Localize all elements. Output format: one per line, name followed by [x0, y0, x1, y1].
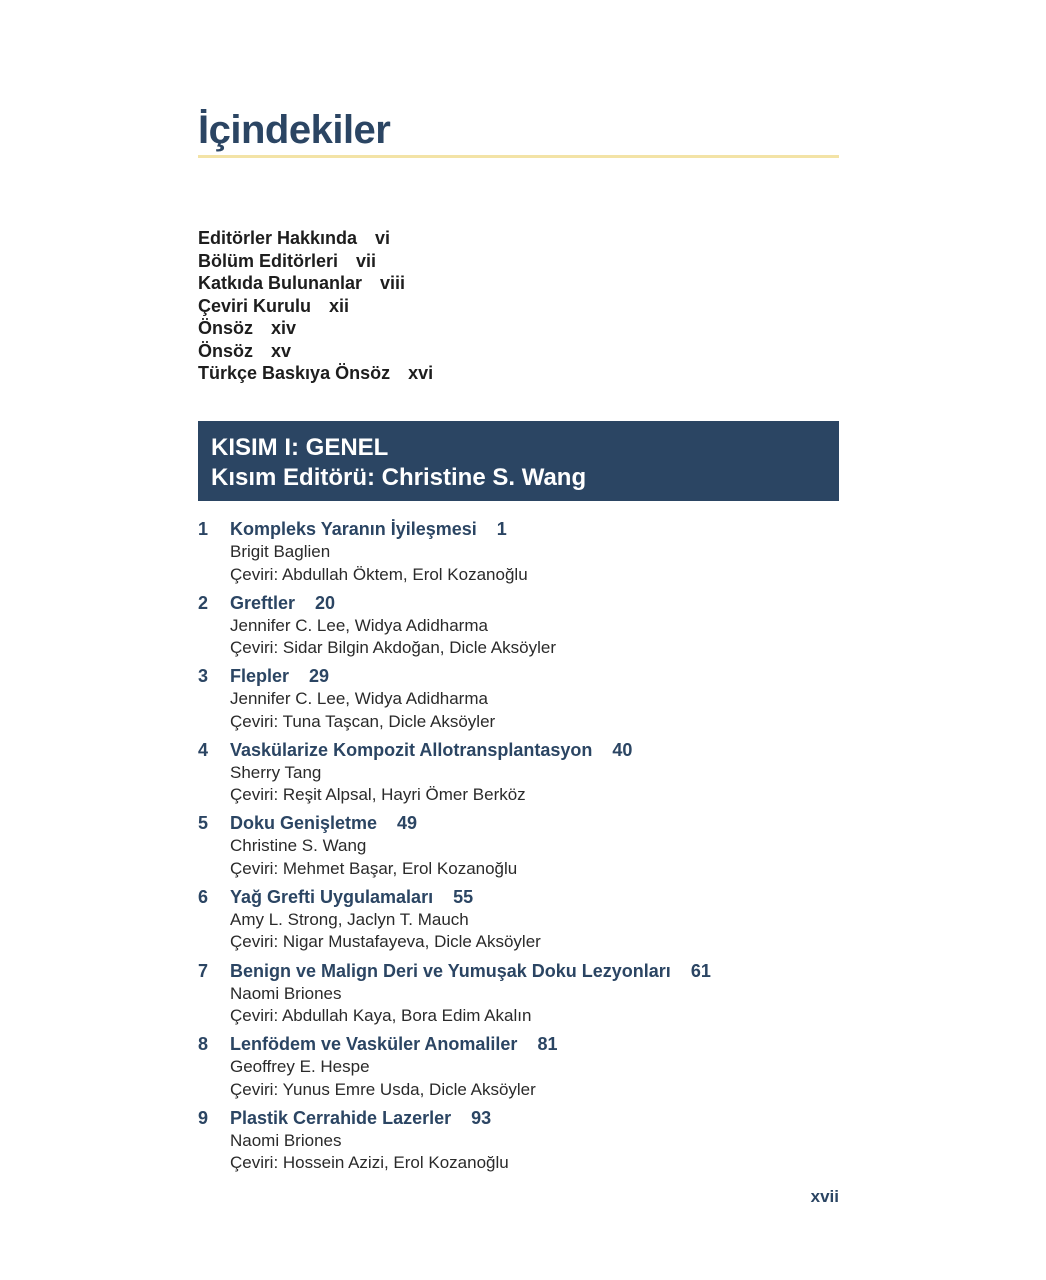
chapter-translators: Çeviri: Mehmet Başar, Erol Kozanoğlu	[230, 858, 518, 878]
chapter-authors: Geoffrey E. Hespe	[230, 1057, 370, 1077]
chapter-authors: Naomi Briones	[230, 983, 342, 1003]
chapter-page: 40	[612, 739, 633, 760]
chapter-title-line	[230, 664, 329, 688]
chapter-list	[198, 517, 838, 1179]
chapter-translators: Çeviri: Hossein Azizi, Erol Kozanoğlu	[230, 1153, 509, 1173]
chapter-translators: Çeviri: Abdullah Öktem, Erol Kozanoğlu	[230, 564, 528, 584]
chapter-title-line	[230, 1106, 491, 1130]
chapter-page: 93	[471, 1107, 492, 1128]
front-matter-label: Önsöz	[198, 318, 254, 338]
chapter-authors: Jennifer C. Lee, Widya Adidharma	[230, 615, 488, 635]
chapter-title: Flepler	[230, 666, 290, 687]
front-matter-label: Önsöz	[198, 340, 254, 361]
part-title: KISIM I: GENEL	[211, 434, 389, 461]
chapter-translators: Çeviri: Yunus Emre Usda, Dicle Aksöyler	[230, 1079, 536, 1099]
chapter-title: Yağ Grefti Uygulamaları	[230, 886, 434, 907]
chapter-entry[interactable]	[198, 591, 838, 665]
front-matter-label: Katkıda Bulunanlar	[198, 273, 363, 293]
title-underline	[198, 155, 839, 158]
chapter-entry[interactable]	[198, 811, 838, 885]
front-matter-list	[198, 227, 433, 385]
chapter-translators: Çeviri: Reşit Alpsal, Hayri Ömer Berköz	[230, 785, 526, 805]
chapter-title: Kompleks Yaranın İyileşmesi	[230, 519, 477, 539]
front-matter-label: Çeviri Kurulu	[198, 295, 312, 316]
front-matter-item[interactable]	[198, 340, 433, 363]
front-matter-label: Türkçe Baskıya Önsöz	[198, 363, 391, 383]
chapter-title: Lenfödem ve Vasküler Anomaliler	[230, 1034, 518, 1055]
chapter-entry[interactable]	[198, 885, 838, 959]
chapter-title-line	[230, 959, 711, 983]
chapter-entry[interactable]	[198, 738, 838, 812]
chapter-page: 55	[453, 886, 474, 907]
chapter-number: 8	[198, 1034, 209, 1055]
chapter-entry[interactable]	[198, 664, 838, 738]
front-matter-item[interactable]	[198, 272, 433, 295]
chapter-title: Greftler	[230, 592, 296, 613]
front-matter-page: xv	[271, 340, 292, 361]
chapter-title: Vaskülarize Kompozit Allotransplantasyon	[230, 739, 593, 760]
chapter-title-line	[230, 591, 335, 615]
front-matter-item[interactable]	[198, 250, 433, 273]
chapter-number: 4	[198, 739, 209, 760]
front-matter-page: xii	[329, 295, 350, 316]
chapter-title-line	[230, 811, 417, 835]
chapter-number: 1	[198, 519, 209, 539]
chapter-authors: Brigit Baglien	[230, 542, 331, 561]
page-title: İçindekiler	[198, 108, 391, 152]
chapter-translators: Çeviri: Tuna Taşcan, Dicle Aksöyler	[230, 711, 496, 731]
chapter-number: 2	[198, 592, 209, 613]
chapter-title-line	[230, 885, 473, 909]
front-matter-page: viii	[380, 273, 406, 293]
chapter-authors: Amy L. Strong, Jaclyn T. Mauch	[230, 909, 469, 929]
chapter-translators: Çeviri: Nigar Mustafayeva, Dicle Aksöyler	[230, 932, 541, 952]
front-matter-item[interactable]	[198, 362, 433, 385]
chapter-authors: Naomi Briones	[230, 1130, 342, 1150]
chapter-title-line	[230, 1032, 557, 1056]
chapter-page: 61	[690, 960, 711, 981]
chapter-page: 20	[315, 592, 336, 613]
front-matter-page: vii	[356, 250, 377, 271]
chapter-number: 5	[198, 813, 209, 834]
chapter-authors: Sherry Tang	[230, 762, 322, 782]
page-number: xvii	[810, 1187, 839, 1206]
front-matter-label: Bölüm Editörleri	[198, 250, 339, 271]
chapter-entry[interactable]	[198, 517, 838, 591]
chapter-page: 81	[537, 1034, 558, 1055]
chapter-authors: Jennifer C. Lee, Widya Adidharma	[230, 689, 488, 709]
front-matter-page: vi	[375, 228, 391, 248]
part-banner	[198, 421, 839, 501]
chapter-page: 1	[496, 519, 507, 539]
front-matter-page: xvi	[408, 363, 434, 383]
chapter-authors: Christine S. Wang	[230, 836, 367, 856]
front-matter-item[interactable]	[198, 295, 433, 318]
chapter-number: 6	[198, 886, 209, 907]
chapter-number: 3	[198, 666, 209, 687]
chapter-title: Doku Genişletme	[230, 813, 378, 834]
front-matter-page: xiv	[271, 318, 297, 338]
chapter-page: 29	[309, 666, 330, 687]
part-editor: Kısım Editörü: Christine S. Wang	[211, 464, 587, 491]
chapter-entry[interactable]	[198, 1106, 838, 1180]
chapter-translators: Çeviri: Sidar Bilgin Akdoğan, Dicle Aksöyler	[230, 638, 556, 658]
chapter-title-line	[230, 738, 632, 762]
chapter-title: Plastik Cerrahide Lazerler	[230, 1107, 452, 1128]
front-matter-item[interactable]	[198, 227, 433, 250]
front-matter-item[interactable]	[198, 317, 433, 340]
chapter-title-line	[230, 517, 507, 541]
chapter-title: Benign ve Malign Deri ve Yumuşak Doku Lezyonları	[230, 960, 671, 981]
chapter-entry[interactable]	[198, 959, 838, 1033]
chapter-number: 7	[198, 960, 209, 981]
chapter-page: 49	[397, 813, 418, 834]
chapter-entry[interactable]	[198, 1032, 838, 1106]
front-matter-label: Editörler Hakkında	[198, 228, 358, 248]
chapter-translators: Çeviri: Abdullah Kaya, Bora Edim Akalın	[230, 1006, 532, 1026]
chapter-number: 9	[198, 1107, 209, 1128]
